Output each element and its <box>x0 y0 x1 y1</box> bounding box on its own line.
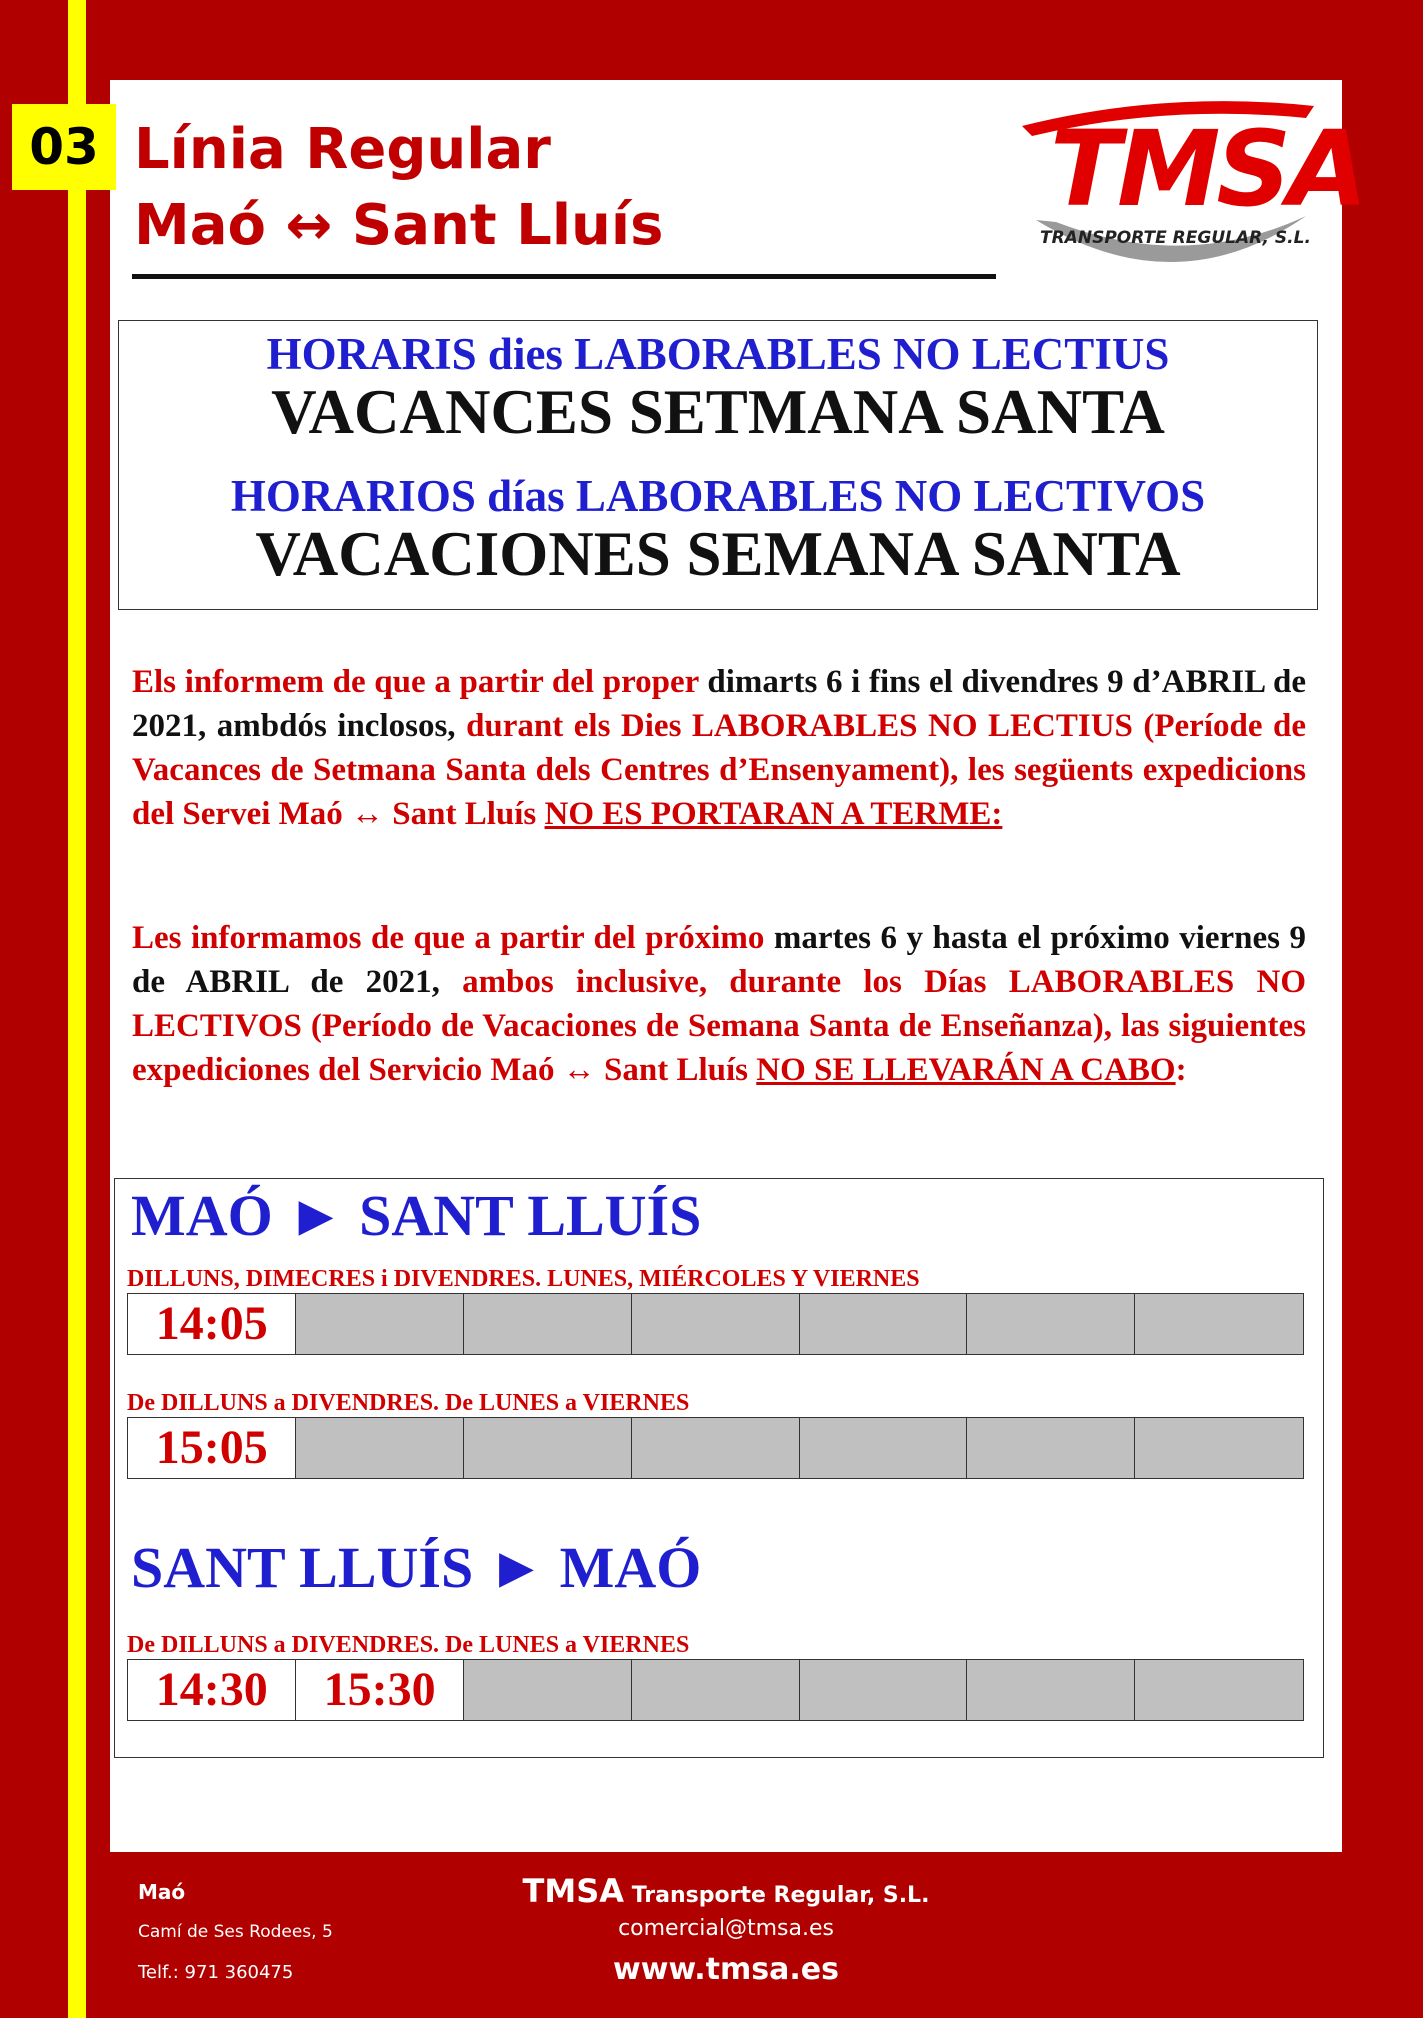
footer-bar <box>110 1852 1342 2018</box>
footer-phone: Telf.: 971 360475 <box>138 1962 294 1983</box>
time-cell <box>966 1659 1135 1721</box>
line-number-badge: 03 <box>12 104 116 190</box>
time-cell <box>631 1293 800 1355</box>
footer-company-brand: TMSA <box>522 1872 625 1910</box>
schedule-type-box <box>118 320 1318 610</box>
time-cell: 14:05 <box>127 1293 296 1355</box>
cancelled-schedule-box <box>114 1178 1324 1758</box>
cat-details: durant els Dies LABORABLES NO LECTIUS (Període de Vacances de Setmana Santa dels Centres d’Ensenyament), les següents expedicions del Servei Maó ↔ Sant Lluís <box>132 708 1307 832</box>
cat-warning: NO ES PORTARAN A TERME: <box>544 796 1003 832</box>
footer-address: Camí de Ses Rodees, 5 <box>138 1922 333 1942</box>
time-cell <box>295 1417 464 1479</box>
time-cell <box>631 1417 800 1479</box>
cat-intro: Els informem de que a partir del proper <box>132 664 708 700</box>
es-title: VACACIONES SEMANA SANTA <box>255 519 1181 589</box>
es-dates: martes 6 y hasta el próximo viernes 9 de ABRIL de 2021, <box>132 920 1307 1000</box>
footer-company-name: Transporte Regular, S.L. <box>631 1883 930 1908</box>
time-cell <box>966 1293 1135 1355</box>
logo-subtitle: TRANSPORTE REGULAR, S.L. <box>1040 228 1311 248</box>
time-cell <box>463 1659 632 1721</box>
es-warning: NO SE LLEVARÁN A CABO <box>756 1052 1176 1088</box>
page-title-line2: Maó ↔ Sant Lluís <box>134 193 664 258</box>
logo-brand: TMSA <box>1050 108 1364 230</box>
es-details: ambos inclusive, durante los Días LABORABLES NO LECTIVOS (Período de Vacaciones de Semana Santa de Enseñanza), las siguientes expediciones del Servicio Maó ↔ Sant Lluís <box>132 964 1306 1088</box>
footer-company <box>110 1872 1342 1910</box>
tmsa-logo <box>1016 96 1364 286</box>
route-title-mao-santlluis: MAÓ ► SANT LLUÍS <box>131 1183 702 1248</box>
time-cell <box>799 1417 968 1479</box>
route2-times-row <box>127 1659 1313 1721</box>
route-title-santlluis-mao: SANT LLUÍS ► MAÓ <box>131 1535 702 1600</box>
page-title <box>134 112 663 264</box>
time-cell <box>463 1417 632 1479</box>
time-cell <box>1134 1293 1303 1355</box>
footer-email[interactable]: comercial@tmsa.es <box>618 1916 834 1941</box>
page-title-line1: Línia Regular <box>134 117 551 182</box>
time-cell: 14:30 <box>127 1659 296 1721</box>
footer-city: Maó <box>138 1880 186 1904</box>
route1-days-label-a: DILLUNS, DIMECRES i DIVENDRES. LUNES, MIÉRCOLES Y VIERNES <box>127 1266 920 1292</box>
route2-days-label: De DILLUNS a DIVENDRES. De LUNES a VIERNES <box>127 1632 690 1658</box>
es-intro: Les informamos de que a partir del próximo <box>132 920 774 956</box>
time-cell <box>966 1417 1135 1479</box>
route1-times-row-b <box>127 1417 1313 1479</box>
time-cell <box>295 1293 464 1355</box>
time-cell <box>463 1293 632 1355</box>
cat-title: VACANCES SETMANA SANTA <box>271 377 1165 447</box>
cat-dates: dimarts 6 i fins el divendres 9 d’ABRIL de 2021, ambdós inclosos, <box>132 664 1306 744</box>
time-cell: 15:30 <box>295 1659 464 1721</box>
title-underline <box>132 274 996 279</box>
es-subtitle: HORARIOS días LABORABLES NO LECTIVOS <box>230 471 1206 521</box>
time-cell <box>799 1293 968 1355</box>
time-cell <box>799 1659 968 1721</box>
time-cell <box>1134 1417 1303 1479</box>
time-cell <box>631 1659 800 1721</box>
es-colon: : <box>1175 1052 1187 1088</box>
cat-subtitle: HORARIS dies LABORABLES NO LECTIUS <box>266 329 1170 379</box>
route1-days-label-b: De DILLUNS a DIVENDRES. De LUNES a VIERNES <box>127 1390 690 1416</box>
time-cell <box>1134 1659 1303 1721</box>
footer-website[interactable]: www.tmsa.es <box>613 1952 839 1987</box>
yellow-strip <box>68 0 86 2018</box>
time-cell: 15:05 <box>127 1417 296 1479</box>
notice-paragraph-spanish <box>132 916 1306 1092</box>
route1-times-row-a <box>127 1293 1313 1355</box>
notice-paragraph-catalan <box>132 660 1306 836</box>
